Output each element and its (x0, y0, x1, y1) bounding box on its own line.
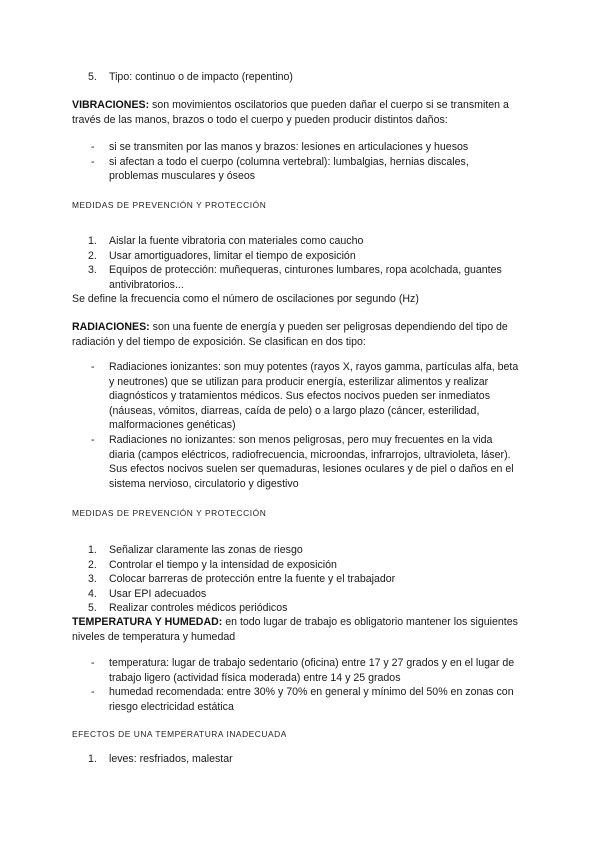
list-item (0, 601, 517, 616)
list-number: 2. (88, 249, 97, 262)
list-item (0, 587, 517, 602)
list-item-text: temperatura: lugar de trabajo sedentario (oficina) entre 17 y 27 grados y en el lugar de trabajo ligero (actividad física moderada) entre 14 y 25 grados (109, 657, 515, 684)
list-item (0, 685, 521, 714)
frequency-note: Se define la frecuencia como el número de oscilaciones por segundo (Hz) (72, 293, 419, 305)
list-item-text: Tipo: continuo o de impacto (repentino) (109, 71, 293, 83)
temperatura-definition: en todo lugar de trabajo es obligatorio mantener los siguientes niveles de temperatura y humedad (72, 616, 518, 643)
list-number: 2. (88, 558, 97, 571)
list-number: 5. (88, 71, 97, 83)
list-number: 5. (88, 602, 97, 615)
temperatura-effects-list (0, 752, 600, 767)
list-item (0, 543, 517, 558)
list-number: 3. (88, 573, 97, 586)
vibraciones-paragraph (72, 98, 524, 127)
intro-list (0, 70, 600, 85)
list-item-text: Aislar la fuente vibratoria con materiales como caucho (109, 235, 364, 247)
temperatura-term: TEMPERATURA Y HUMEDAD: (72, 616, 223, 628)
bullet-dash: - (91, 657, 95, 669)
list-item-text: Usar amortiguadores, limitar el tiempo de exposición (109, 249, 356, 262)
list-item (0, 140, 521, 155)
list-item-text: Radiaciones ionizantes: son muy potentes (rayos X, rayos gamma, partículas alfa, beta y neutrones) que se utilizan para producir energía, esterilizar alimentos y realizar diagnósticos y tratamientos médicos. Sus efectos nocivos pueden ser inmediatos (náuseas, vómitos, diarreas, caída de pelo) o a largo plazo (cáncer, esterilidad, malformaciones genéticas) (109, 361, 519, 432)
bullet-dash: - (91, 141, 95, 153)
list-number: 3. (88, 264, 97, 277)
list-item-text: Equipos de protección: muñequeras, cinturones lumbares, ropa acolchada, guantes antivibratorios... (109, 264, 502, 291)
vibraciones-definition: son movimientos oscilatorios que pueden dañar el cuerpo si se transmiten a través de las manos, brazos o todo el cuerpo y pueden producir distintos daños: (72, 99, 509, 126)
list-item (0, 234, 517, 249)
bullet-dash: - (91, 433, 95, 446)
vibraciones-measures-list (0, 234, 600, 292)
list-item (0, 70, 517, 85)
list-item-text: Realizar controles médicos periódicos (109, 602, 288, 615)
list-number: 4. (88, 587, 97, 600)
bullet-dash: - (91, 361, 95, 373)
vibraciones-effects-list (0, 140, 600, 184)
section-heading: EFECTOS DE UNA TEMPERATURA INADECUADA (72, 729, 287, 739)
section-heading: MEDIDAS DE PREVENCIÓN Y PROTECCIÓN (72, 200, 267, 210)
temperatura-levels-list (0, 656, 600, 714)
list-item-text: Colocar barreras de protección entre la fuente y el trabajador (109, 573, 396, 586)
list-item (0, 263, 517, 292)
bullet-dash: - (91, 155, 95, 168)
list-item (0, 656, 521, 685)
list-item-text: si afectan a todo el cuerpo (columna vertebral): lumbalgias, hernias discales, problemas musculares y óseos (109, 155, 469, 183)
radiaciones-definition: son una fuente de energía y pueden ser peligrosas dependiendo del tipo de radiación y del tiempo de exposición. Se clasifican en dos tipo: (72, 321, 508, 348)
vibraciones-term: VIBRACIONES: (72, 99, 150, 111)
list-item (0, 572, 517, 587)
radiaciones-paragraph (72, 320, 524, 349)
bullet-dash: - (91, 686, 95, 699)
list-item-text: leves: resfriados, malestar (109, 753, 233, 765)
list-item-text: Usar EPI adecuados (109, 587, 207, 600)
section-heading: MEDIDAS DE PREVENCIÓN Y PROTECCIÓN (72, 508, 267, 518)
list-number: 1. (88, 753, 97, 765)
list-item-text: humedad recomendada: entre 30% y 70% en general y mínimo del 50% en zonas con riesgo electricidad estática (109, 686, 514, 713)
list-item (0, 360, 521, 433)
list-item-text: si se transmiten por las manos y brazos: lesiones en articulaciones y huesos (109, 141, 469, 153)
list-item (0, 433, 521, 491)
list-item (0, 155, 521, 184)
list-item (0, 752, 517, 767)
list-item-text: Radiaciones no ionizantes: son menos peligrosas, pero muy frecuentes en la vida diaria (campos eléctricos, radiofrecuencia, microondas, infrarrojos, ultravioleta, láser). Sus efectos nocivos suelen ser quemaduras, lesiones oculares y de piel o daños en el sistema nervioso, circulatorio y digestivo (109, 433, 514, 490)
radiaciones-measures-list (0, 543, 600, 616)
radiaciones-term: RADIACIONES: (72, 321, 150, 333)
list-number: 1. (88, 235, 97, 247)
list-item (0, 249, 517, 264)
list-number: 1. (88, 544, 97, 556)
radiaciones-types-list (0, 360, 600, 491)
list-item (0, 558, 517, 573)
list-item-text: Controlar el tiempo y la intensidad de exposición (109, 558, 337, 571)
temperatura-paragraph (72, 615, 524, 644)
list-item-text: Señalizar claramente las zonas de riesgo (109, 544, 303, 556)
